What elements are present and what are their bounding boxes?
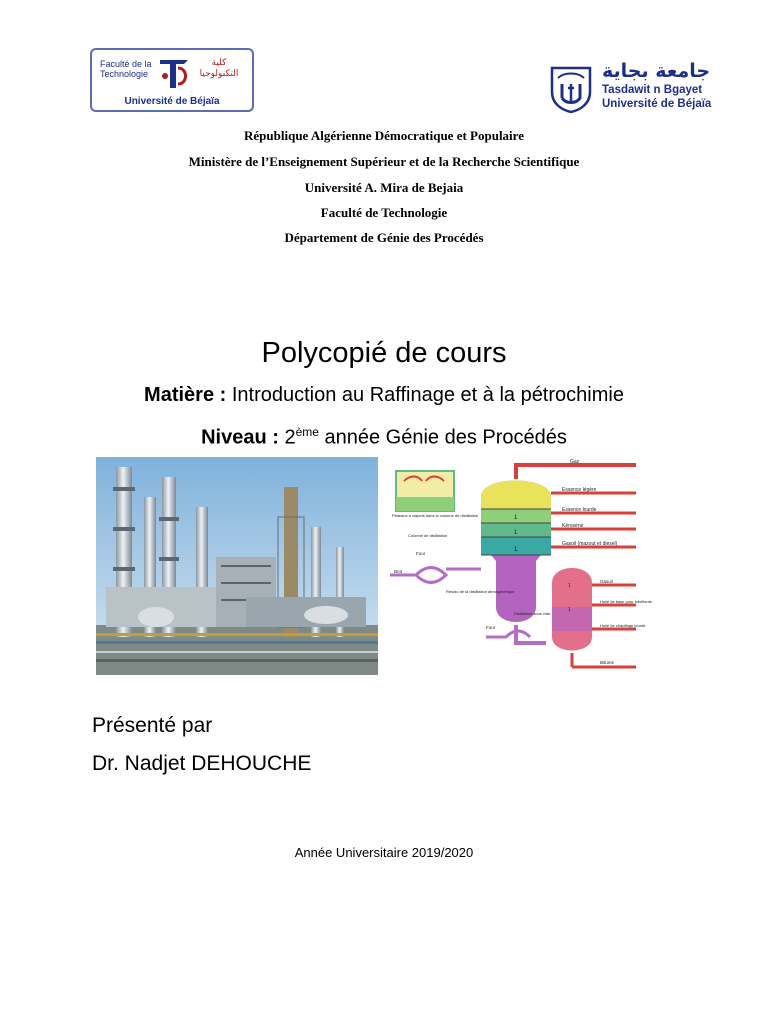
faculty-logo-fr-text [100, 59, 158, 79]
faculty-logo-ar-line1: كلية [211, 58, 227, 68]
academic-year: Année Universitaire 2019/2020 [294, 845, 474, 860]
refinery-photo [96, 457, 378, 675]
tray-number-3: 1 [514, 547, 518, 553]
label-huile-chauffage: Huile de chauffage lourde [600, 623, 646, 628]
level-superscript: ème [295, 425, 319, 439]
faculty-emblem-icon [156, 54, 192, 94]
author-name: Dr. Nadjet DEHOUCHE [92, 752, 312, 775]
faculty-logo-ar-line2: التكنولوجيا [199, 69, 239, 79]
label-distillation-vide: Distillation sous vide [514, 611, 551, 616]
university-logo [548, 60, 728, 116]
label-essence-legere: Essence légère [562, 487, 597, 493]
label-gasoil-vide: Gasoil [600, 579, 613, 584]
university-logo-arabic: جامعة بجاية [602, 60, 711, 82]
tray-number-2: 1 [514, 530, 518, 536]
tray-number-1: 1 [514, 515, 518, 521]
label-plateaux: Plateaux à clapets dans la colonne de distillation [392, 513, 479, 518]
university-emblem-icon [548, 64, 594, 114]
level-number: 2 [284, 426, 296, 449]
university-logo-berber: Tasdawit n Bgayet [602, 84, 703, 96]
distillation-diagram [386, 457, 652, 675]
label-gasoil: Gasoil (mazout et diesel) [562, 541, 618, 547]
label-kerosene: Kérosène [562, 523, 584, 529]
label-bitume: Bitume [600, 660, 615, 665]
vacuum-tray-1: 1 [568, 583, 571, 589]
subject-line [0, 383, 768, 407]
faculty-logo-fr-line2: Technologie [100, 69, 149, 79]
label-huile-base: Huile de base pour lubrifiants [600, 599, 652, 604]
level-value: année Génie des Procédés [324, 426, 567, 449]
faculty-logo-fr-line1: Faculté de la [100, 59, 152, 69]
level-label: Niveau : [201, 426, 279, 449]
department-line: Département de Génie des Procédés [284, 230, 484, 245]
subject-value: Introduction au Raffinage et à la pétrochimie [231, 384, 624, 406]
level-line [0, 420, 768, 450]
document-title: Polycopié de cours [261, 337, 507, 369]
label-colonne: Colonne de distillation [408, 533, 448, 538]
faculty-line: Faculté de Technologie [320, 205, 448, 220]
label-brut: Brut [394, 569, 403, 574]
label-gaz: Gaz [570, 459, 580, 465]
university-logo-name: Université de Béjaïa [602, 98, 712, 110]
label-residu: Résidu de la distillation atmosphérique [446, 589, 515, 594]
faculty-logo-university: Université de Béjaïa [124, 96, 220, 107]
university-line: Université A. Mira de Bejaia [304, 180, 464, 195]
subject-label: Matière : [144, 384, 227, 406]
label-essence-lourde: Essence lourde [562, 507, 597, 513]
faculty-logo-ar-text [196, 58, 242, 80]
label-four-1: Four [416, 551, 426, 556]
label-four-2: Four [486, 625, 496, 630]
republic-line: République Algérienne Démocratique et Populaire [244, 128, 524, 143]
faculty-logo [90, 48, 254, 112]
presented-by-label: Présenté par [92, 714, 213, 737]
ministry-line: Ministère de l’Enseignement Supérieur et de la Recherche Scientifique [188, 154, 580, 169]
vacuum-tray-2: 1 [568, 607, 571, 613]
